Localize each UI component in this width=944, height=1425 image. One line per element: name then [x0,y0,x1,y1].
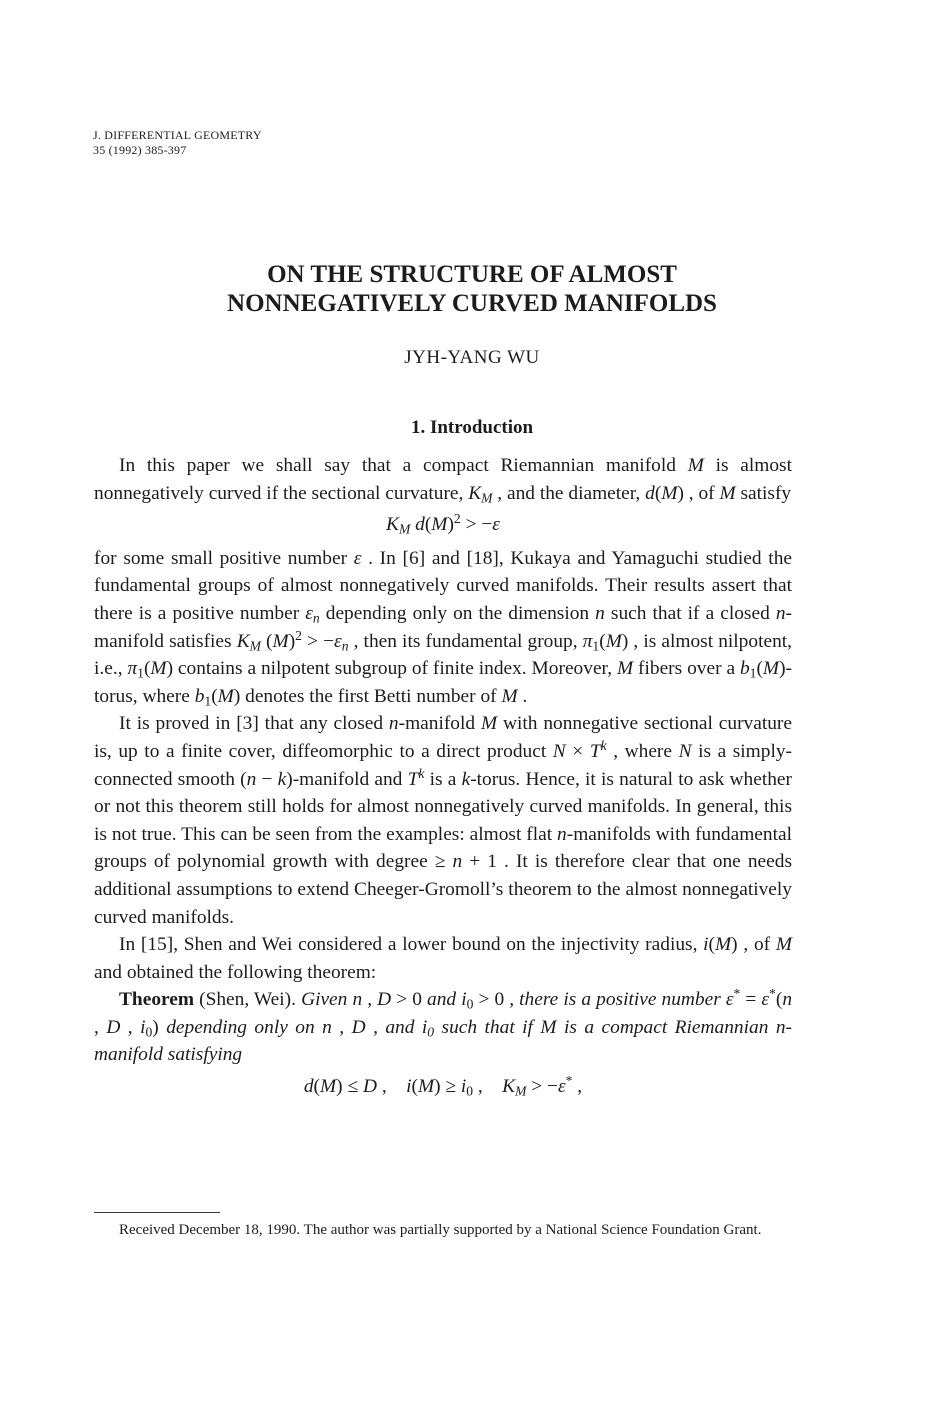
paragraph-3: In [15], Shen and Wei considered a lower bound on the injectivity radius, i(M) , of M and obtained the following theorem: [94,934,792,983]
footnote [94,1220,792,1241]
journal-name: J. DIFFERENTIAL GEOMETRY [93,128,262,142]
paragraph-1: In this paper we shall say that a compact Riemannian manifold M is almost nonnegatively curved if the sectional curvature, $K_M$ , and the diameter, d(M) , of M satisfy [94,455,792,505]
footnote-text: Received December 18, 1990. The author was partially supported by a National Science Foundation Grant. [119,1222,762,1238]
author-name: JYH-YANG WU [404,347,540,368]
section-heading: 1. Introduction [410,417,534,438]
body-text [94,452,792,1107]
title-line-1: ON THE STRUCTURE OF ALMOST [267,261,677,288]
display-equation-1: $K_M$ $d(M)^2 > -\varepsilon$ [386,511,500,537]
paragraph-2: It is proved in [3] that any closed n-manifold M with nonnegative sectional curvature is, up to a finite cover, diffeomorphic to a direct product $N \times T^k$ , where N is a simply-connected smooth (n − k)-manifold and $T^k$ is a k-torus. Hence, it is natural to ask whether or not this theorem still holds for almost nonnegatively curved manifolds. In general, this is not true. This can be seen from the examples: almost flat n-manifolds with fundamental groups of polynomial growth with degree ≥ n + 1 . It is therefore clear that one needs additional assumptions to extend Cheeger-Gromoll’s theorem to the almost nonnegatively curved manifolds. [94,713,793,928]
title-line-2: NONNEGATIVELY CURVED MANIFOLDS [227,290,717,317]
paragraph-1-cont: for some small positive number ε . In [6] and [18], Kukaya and Yamaguchi studied the fundamental groups of almost nonnegatively curved manifolds. Their results assert that there is a positive number $\varepsilon_n$ depending only on the dimension n such that if a closed n-manifold satisfies $K_M$ $(M)^2 > -\varepsilon_n$ , then its fundamental group, $\pi_1(M)$ , is almost nilpotent, i.e., $\pi_1(M)$ contains a nilpotent subgroup of finite index. Moreover, M fibers over a $b_1(M)$-torus, where $b_1(M)$ denotes the first Betti number of M . [94,547,793,709]
footnote-rule [94,1212,220,1213]
theorem-statement: Theorem (Shen, Wei). Given n , D > 0 and $i_0 > 0$ , there is a positive number ε* = ε*(n , D , $i_0$) depending only on n , D , and $i_0$ such that if M is a compact Riemannian n-manifold satisfying [94,986,793,1066]
journal-header [93,128,262,158]
display-equation-2: d(M) ≤ D , $i(M) \ge i_0$ , $K_M > -\varepsilon^*$ , [303,1073,583,1099]
journal-issue: 35 (1992) 385-397 [93,143,187,157]
paper-title [0,260,944,318]
